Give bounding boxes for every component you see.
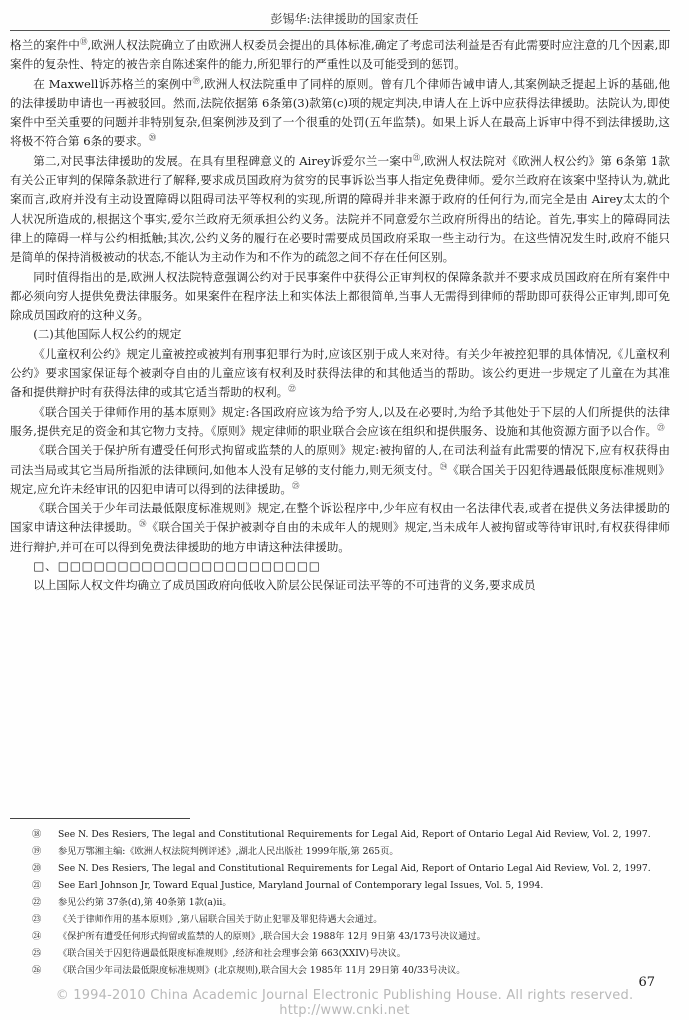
footnote-ref: ㉑: [412, 152, 421, 162]
article-body: [10, 36, 670, 596]
paragraph-4: [10, 268, 670, 326]
paragraph-text: 《联合国关于囚犯待遇最低限度标准规则》规定,应允许未经审讯的囚犯申请可以得到的法律援助。: [10, 462, 670, 496]
footnote-ref: ⑱: [79, 37, 88, 47]
paragraph-text: 同时值得指出的是,欧洲人权法院特意强调公约对于民事案件中获得公正审判权的保障条款并不要求成员国政府在所有案件中都必须向穷人提供免费法律服务。如果案件在程序法上和实体法上都很简单,当事人无需得到律师的帮助即可获得公正审判,即可免除成员国政府的这种义务。: [10, 269, 670, 323]
paragraph-text: 在 Maxwell诉苏格兰的案例中: [33, 76, 193, 91]
paragraph-text: 《联合国关于少年司法最低限度标准规则》规定,在整个诉讼程序中,少年应有权由一名法律代表,或者在提供义务法律援助的国家申请这种法律援助。: [10, 501, 670, 535]
footnote: [10, 860, 670, 877]
running-header: 彭锡华:法律援助的国家责任: [270, 12, 419, 26]
footnote: [10, 945, 670, 962]
footnote-ref: ⑳: [148, 133, 157, 143]
paragraph-text: ,欧洲人权法院重申了同样的原则。曾有几个律师告诫申请人,其案例缺乏提起上诉的基础,他的法律援助申请也一再被驳回。然而,法院依据第 6条第(3)款第(c)项的规定判决,申请人在上诉中应获得法律援助。法院认为,即使案件中至关重要的问题并非特别复杂,但案例涉及到了一个很重的处罚(五年监禁)。如果上诉人在最高上诉审中得不到法律援助,这将极不符合第 6条的要求。: [10, 76, 671, 149]
footnote-number: ⑳: [32, 863, 42, 874]
page-number: 67: [638, 975, 655, 990]
footnote-number: ⑱: [32, 829, 42, 840]
paragraph-text: 《联合国关于律师作用的基本原则》规定:各国政府应该为给予穷人,以及在必要时,为给予其他处于下层的人们所提供的法律服务,提供充足的资金和其它物力支持。《原则》规定律师的职业联合会应该在组织和提供服务、设施和其他资源方面予以合作。: [10, 404, 670, 438]
paragraph-text: ,欧洲人权法院确立了由欧洲人权委员会提出的具体标准,确定了考虑司法利益是否有此需要时应注意的几个因素,即案件的复杂性、特定的被告亲自陈述案件的能力,所犯罪行的严重性以及可能受到的惩罚。: [10, 38, 670, 72]
footnote-text: 《联合国关于囚犯待遇最低限度标准规则》,经济和社会理事会第 663(XXIV)号决议。: [58, 948, 406, 959]
footnote-text: 参见公约第 37条(d),第 40条第 1款(a)ii。: [58, 897, 232, 908]
footnote-number: ㉖: [32, 965, 42, 976]
paragraph-text: ,欧洲人权法院对《欧洲人权公约》第 6条第 1款有关公正审判的保障条款进行了解释,要求成员国政府为贫穷的民事诉讼当事人指定免费律师。爱尔兰政府在该案中坚持认为,就此案而言,政府并没有主动设置障碍以阻碍司法平等权利的实现,所谓的障碍并非来源于政府的任何行为,而完全是由 Airey太太的个人状况所造成的,根据这个事实,爱尔兰政府无须承担公约义务。法院并不同意爱尔兰政府所得出的结论。首先,事实上的障碍同法律上的障碍一样与公约相抵触;其次,公约义务的履行在必要时需要成员国政府采取一些主动行为。在这些情况发生时,政府不能只是简单的保持消极被动的状态,不能认为主动作为和不作为的疏忽之间不存在任何区别。: [10, 153, 670, 265]
paragraph-2: [10, 75, 670, 152]
footnote-number: ㉕: [32, 948, 42, 959]
paragraph-text: 《联合国关于保护被剥夺自由的未成年人的规则》规定,当未成年人被拘留或等待审讯时,有权获得律师进行辩护,并可在可以得到免费法律援助的地方申请这种法律援助。: [10, 520, 671, 554]
footnote-text: 《保护所有遭受任何形式拘留或监禁的人的原则》,联合国大会 1988年 12月 9日第 43/173号决议通过。: [58, 931, 486, 942]
paragraph-text: 《儿童权利公约》规定儿童被控或被判有刑事犯罪行为时,应该区别于成人来对待。有关少年被控犯罪的具体情况,《儿童权利公约》要求国家保证每个被剥夺自由的儿童应该有权利及时获得法律的和其他适当的帮助。该公约更进一步规定了儿童在为其准备和提供辩护时有获得法律的或其它适当帮助的权利。: [10, 346, 670, 400]
footnote: [10, 894, 670, 911]
footnote: [10, 962, 670, 979]
footnote-ref: ㉔: [439, 461, 448, 471]
footnote-number: ㉑: [32, 880, 42, 891]
footnote: [10, 826, 670, 843]
footnote-text: 《联合国少年司法最低限度标准规则》(北京规则),联合国大会 1985年 11月 29日第 40/33号决议。: [58, 965, 466, 976]
paragraph-5: [10, 345, 670, 403]
footnote-ref: ㉒: [288, 384, 296, 394]
footnote-rule: [10, 818, 190, 819]
footnote-text: See N. Des Resiers, The legal and Constitutional Requirements for Legal Aid, Report of Ontario Legal Aid Review, Vol. 2, 1997.: [58, 829, 651, 840]
paragraph-6: [10, 403, 670, 442]
footnotes: [10, 826, 670, 979]
footnote-text: 《关于律师作用的基本原则》,第八届联合国关于防止犯罪及罪犯待遇大会通过。: [58, 914, 383, 925]
header-rule: [10, 30, 670, 31]
footnote-ref: ㉕: [291, 480, 300, 490]
paragraph-text: 第二,对民事法律援助的发展。在具有里程碑意义的 Airey诉爱尔兰一案中: [33, 153, 413, 168]
footnote: [10, 877, 670, 894]
paragraph-9: 以上国际人权文件均确立了成员国政府向低收入阶层公民保证司法平等的不可违背的义务,要求成员: [33, 578, 536, 593]
paragraph-7: [10, 441, 670, 499]
footnote: [10, 843, 670, 860]
footnote-number: ⑲: [32, 846, 42, 857]
footnote-number: ㉔: [32, 931, 42, 942]
paragraph-1: [10, 36, 670, 75]
footnote: [10, 928, 670, 945]
footnote: [10, 911, 670, 928]
footnote-text: 参见万鄂湘主编:《欧洲人权法院判例评述》,湖北人民出版社 1999年版,第 265页。: [58, 846, 399, 857]
footnote-text: See N. Des Resiers, The legal and Constitutional Requirements for Legal Aid, Report of Ontario Legal Aid Review, Vol. 2, 1997.: [58, 863, 651, 874]
section-subheading: (二)其他国际人权公约的规定: [33, 327, 182, 342]
footnote-number: ㉓: [32, 914, 42, 925]
footnote-ref: ㉓: [657, 423, 665, 433]
paragraph-3: [10, 152, 670, 268]
footnote-number: ㉒: [32, 897, 42, 908]
copyright-footer: © 1994-2010 China Academic Journal Electronic Publishing House. All rights reserved. http://www.cnki.net: [55, 988, 634, 1018]
paragraph-text: 格兰的案件中: [10, 38, 80, 52]
missing-glyph-heading: □、□□□□□□□□□□□□□□□□□□□□□□: [33, 559, 321, 574]
paragraph-text: 《联合国关于保护所有遭受任何形式拘留或监禁的人的原则》规定:被拘留的人,在司法利益有此需要的情况下,应有权获得由司法当局或其它当局所指派的法律顾问,如他本人没有足够的支付能力,则无须支付。: [10, 443, 670, 477]
footnote-ref: ⑲: [192, 75, 201, 85]
footnote-text: See Earl Johnson Jr, Toward Equal Justice, Maryland Journal of Contemporary legal Issues, Vol. 5, 1994.: [58, 880, 544, 891]
footnote-ref: ㉖: [138, 519, 147, 529]
paragraph-8: [10, 499, 670, 557]
